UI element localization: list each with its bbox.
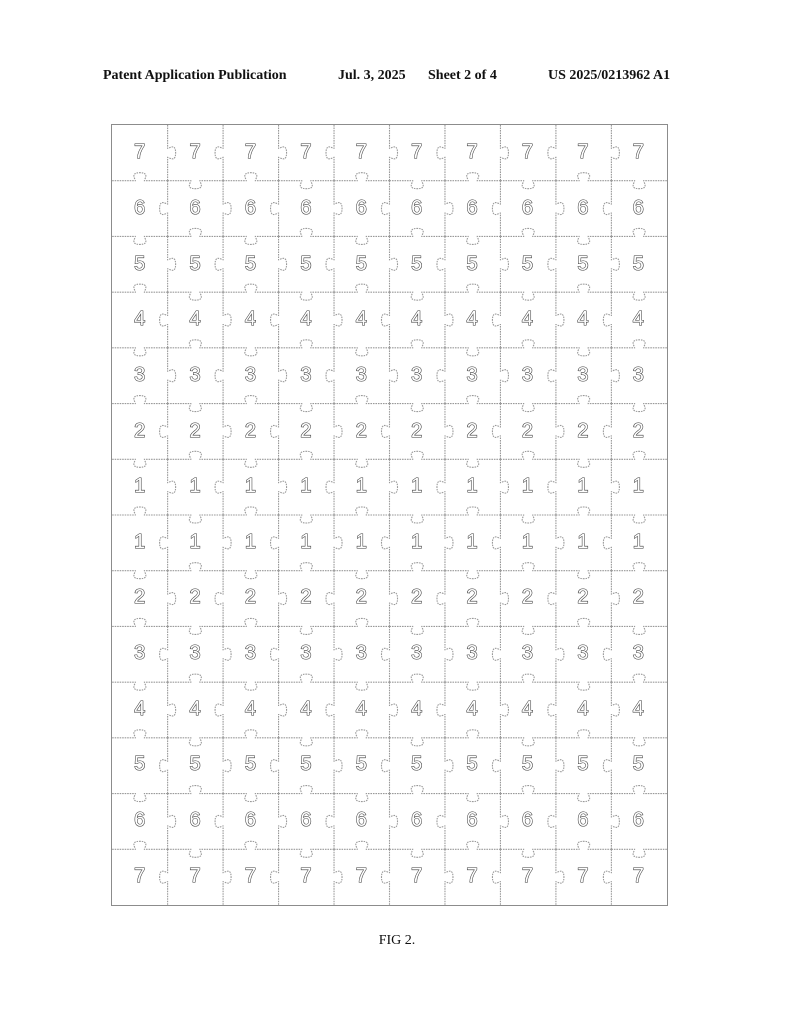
puzzle-piece-number: 2 — [466, 419, 478, 442]
puzzle-piece-number: 5 — [300, 252, 312, 275]
puzzle-piece-number: 7 — [244, 864, 257, 887]
puzzle-piece-number: 6 — [577, 196, 589, 219]
puzzle-piece-number: 2 — [134, 419, 146, 442]
puzzle-piece-number: 5 — [134, 252, 146, 275]
puzzle-piece-number: 3 — [632, 642, 644, 665]
puzzle-piece-number: 1 — [632, 475, 644, 498]
puzzle-piece-number: 4 — [355, 697, 367, 720]
puzzle-piece-number: 3 — [521, 363, 534, 386]
puzzle-piece-number: 1 — [300, 475, 312, 498]
puzzle-piece-number: 7 — [521, 864, 534, 887]
puzzle-piece-number: 7 — [189, 141, 201, 164]
puzzle-piece-number: 4 — [411, 697, 423, 720]
puzzle-piece-number: 4 — [300, 308, 312, 331]
puzzle-piece-number: 7 — [577, 141, 589, 164]
publication-date: Jul. 3, 2025 — [338, 68, 406, 83]
puzzle-piece-number: 2 — [134, 586, 146, 609]
puzzle-piece-number: 2 — [466, 586, 478, 609]
puzzle-piece-number: 4 — [577, 697, 589, 720]
puzzle-piece-number: 2 — [521, 419, 534, 442]
puzzle-piece-number: 5 — [577, 753, 589, 776]
puzzle-piece-number: 2 — [355, 586, 367, 609]
puzzle-piece-number: 5 — [300, 753, 312, 776]
puzzle-piece-number: 3 — [411, 363, 423, 386]
puzzle-piece-number: 1 — [411, 530, 423, 553]
puzzle-piece-number: 5 — [577, 252, 589, 275]
puzzle-piece-number: 2 — [300, 419, 312, 442]
puzzle-piece-number: 6 — [355, 809, 367, 832]
puzzle-piece-number: 1 — [411, 475, 423, 498]
puzzle-piece-number: 1 — [134, 530, 146, 553]
puzzle-piece-number: 2 — [300, 586, 312, 609]
puzzle-piece-number: 6 — [521, 196, 534, 219]
page-header — [0, 68, 794, 88]
puzzle-piece-number: 6 — [134, 809, 146, 832]
puzzle-piece-number: 6 — [134, 196, 146, 219]
sheet-number: Sheet 2 of 4 — [428, 68, 497, 83]
puzzle-piece-number: 2 — [521, 586, 534, 609]
puzzle-piece-number: 2 — [355, 419, 367, 442]
puzzle-piece-number: 3 — [632, 363, 644, 386]
puzzle-piece-number: 6 — [632, 809, 644, 832]
puzzle-piece-number: 1 — [521, 530, 534, 553]
puzzle-piece-number: 7 — [244, 141, 257, 164]
puzzle-piece-number: 5 — [411, 753, 423, 776]
puzzle-piece-number: 4 — [411, 308, 423, 331]
puzzle-piece-number: 2 — [244, 586, 257, 609]
puzzle-piece-number: 7 — [466, 141, 478, 164]
puzzle-piece-number: 4 — [244, 697, 257, 720]
puzzle-piece-number: 6 — [466, 809, 478, 832]
puzzle-piece-number: 2 — [411, 586, 423, 609]
puzzle-piece-number: 2 — [577, 419, 589, 442]
puzzle-piece-number: 3 — [411, 642, 423, 665]
puzzle-piece-number: 5 — [632, 753, 644, 776]
puzzle-piece-number: 3 — [244, 642, 257, 665]
puzzle-piece-number: 3 — [300, 642, 312, 665]
puzzle-piece-number: 5 — [466, 252, 478, 275]
puzzle-piece-number: 2 — [632, 419, 644, 442]
puzzle-piece-number: 3 — [244, 363, 257, 386]
publication-number: US 2025/0213962 A1 — [548, 68, 671, 83]
puzzle-piece-number: 6 — [411, 809, 423, 832]
puzzle-piece-number: 5 — [355, 252, 367, 275]
puzzle-piece-number: 7 — [189, 864, 201, 887]
puzzle-piece-number: 3 — [134, 363, 146, 386]
puzzle-piece-number: 3 — [466, 363, 478, 386]
puzzle-piece-number: 7 — [300, 864, 312, 887]
puzzle-piece-number: 4 — [189, 308, 201, 331]
puzzle-piece-number: 5 — [521, 252, 534, 275]
puzzle-piece-number: 4 — [521, 308, 534, 331]
puzzle-piece-number: 4 — [134, 308, 146, 331]
puzzle-piece-number: 6 — [632, 196, 644, 219]
puzzle-piece-number: 1 — [521, 475, 534, 498]
puzzle-piece-number: 4 — [577, 308, 589, 331]
puzzle-piece-number: 4 — [466, 308, 478, 331]
puzzle-piece-number: 7 — [355, 141, 367, 164]
puzzle-piece-number: 2 — [577, 586, 589, 609]
figure-caption: FIG 2. — [378, 933, 416, 948]
puzzle-piece-number: 3 — [189, 642, 201, 665]
puzzle-piece-number: 4 — [355, 308, 367, 331]
publication-label: Patent Application Publication — [103, 68, 287, 83]
puzzle-piece-number: 6 — [189, 196, 201, 219]
puzzle-piece-number: 1 — [632, 530, 644, 553]
puzzle-piece-number: 1 — [466, 530, 478, 553]
puzzle-piece-number: 3 — [521, 642, 534, 665]
puzzle-piece-number: 5 — [355, 753, 367, 776]
puzzle-piece-number: 3 — [577, 363, 589, 386]
puzzle-piece-number: 1 — [577, 475, 589, 498]
puzzle-piece-number: 1 — [134, 475, 146, 498]
puzzle-piece-number: 4 — [134, 697, 146, 720]
puzzle-piece-number: 7 — [466, 864, 478, 887]
puzzle-piece-number: 2 — [411, 419, 423, 442]
puzzle-piece-number: 5 — [244, 252, 257, 275]
puzzle-piece-number: 5 — [411, 252, 423, 275]
puzzle-piece-number: 7 — [411, 141, 423, 164]
puzzle-piece-number: 4 — [189, 697, 201, 720]
puzzle-piece-number: 5 — [189, 753, 201, 776]
puzzle-piece-number: 3 — [355, 363, 367, 386]
puzzle-piece-number: 1 — [244, 475, 257, 498]
puzzle-piece-number: 3 — [577, 642, 589, 665]
puzzle-piece-number: 7 — [632, 141, 644, 164]
puzzle-piece-number: 5 — [521, 753, 534, 776]
puzzle-piece-number: 2 — [244, 419, 257, 442]
puzzle-piece-number: 3 — [355, 642, 367, 665]
puzzle-piece-number: 5 — [189, 252, 201, 275]
puzzle-piece-number: 6 — [244, 809, 257, 832]
puzzle-piece-number: 1 — [244, 530, 257, 553]
puzzle-piece-number: 2 — [189, 586, 201, 609]
puzzle-piece-number: 7 — [521, 141, 534, 164]
puzzle-piece-number: 6 — [300, 196, 312, 219]
puzzle-piece-number: 5 — [632, 252, 644, 275]
puzzle-piece-number: 5 — [466, 753, 478, 776]
puzzle-piece-number: 1 — [355, 475, 367, 498]
puzzle-piece-number: 6 — [411, 196, 423, 219]
puzzle-piece-number: 7 — [411, 864, 423, 887]
puzzle-piece-number: 4 — [300, 697, 312, 720]
puzzle-piece-number: 5 — [244, 753, 257, 776]
puzzle-piece-number: 3 — [189, 363, 201, 386]
puzzle-piece-number: 7 — [577, 864, 589, 887]
puzzle-piece-number: 4 — [466, 697, 478, 720]
puzzle-piece-number: 6 — [189, 809, 201, 832]
puzzle-piece-number: 4 — [521, 697, 534, 720]
puzzle-piece-number: 1 — [300, 530, 312, 553]
puzzle-piece-number: 7 — [632, 864, 644, 887]
puzzle-piece-number: 1 — [355, 530, 367, 553]
puzzle-piece-number: 2 — [189, 419, 201, 442]
puzzle-piece-number: 6 — [355, 196, 367, 219]
puzzle-piece-number: 1 — [189, 530, 201, 553]
puzzle-piece-number: 7 — [300, 141, 312, 164]
puzzle-piece-number: 2 — [632, 586, 644, 609]
puzzle-piece-number: 7 — [134, 141, 146, 164]
puzzle-piece-number: 5 — [134, 753, 146, 776]
puzzle-piece-number: 6 — [466, 196, 478, 219]
puzzle-piece-number: 4 — [244, 308, 257, 331]
puzzle-piece-number: 6 — [244, 196, 257, 219]
puzzle-piece-number: 7 — [134, 864, 146, 887]
puzzle-piece-number: 7 — [355, 864, 367, 887]
jigsaw-puzzle-figure — [111, 124, 668, 906]
puzzle-piece-number: 3 — [466, 642, 478, 665]
puzzle-piece-number: 4 — [632, 697, 644, 720]
puzzle-piece-number: 1 — [577, 530, 589, 553]
puzzle-piece-number: 1 — [466, 475, 478, 498]
puzzle-piece-number: 3 — [300, 363, 312, 386]
puzzle-piece-number: 4 — [632, 308, 644, 331]
puzzle-piece-number: 6 — [521, 809, 534, 832]
puzzle-piece-number: 1 — [189, 475, 201, 498]
puzzle-piece-number: 3 — [134, 642, 146, 665]
puzzle-piece-number: 6 — [300, 809, 312, 832]
puzzle-piece-number: 6 — [577, 809, 589, 832]
